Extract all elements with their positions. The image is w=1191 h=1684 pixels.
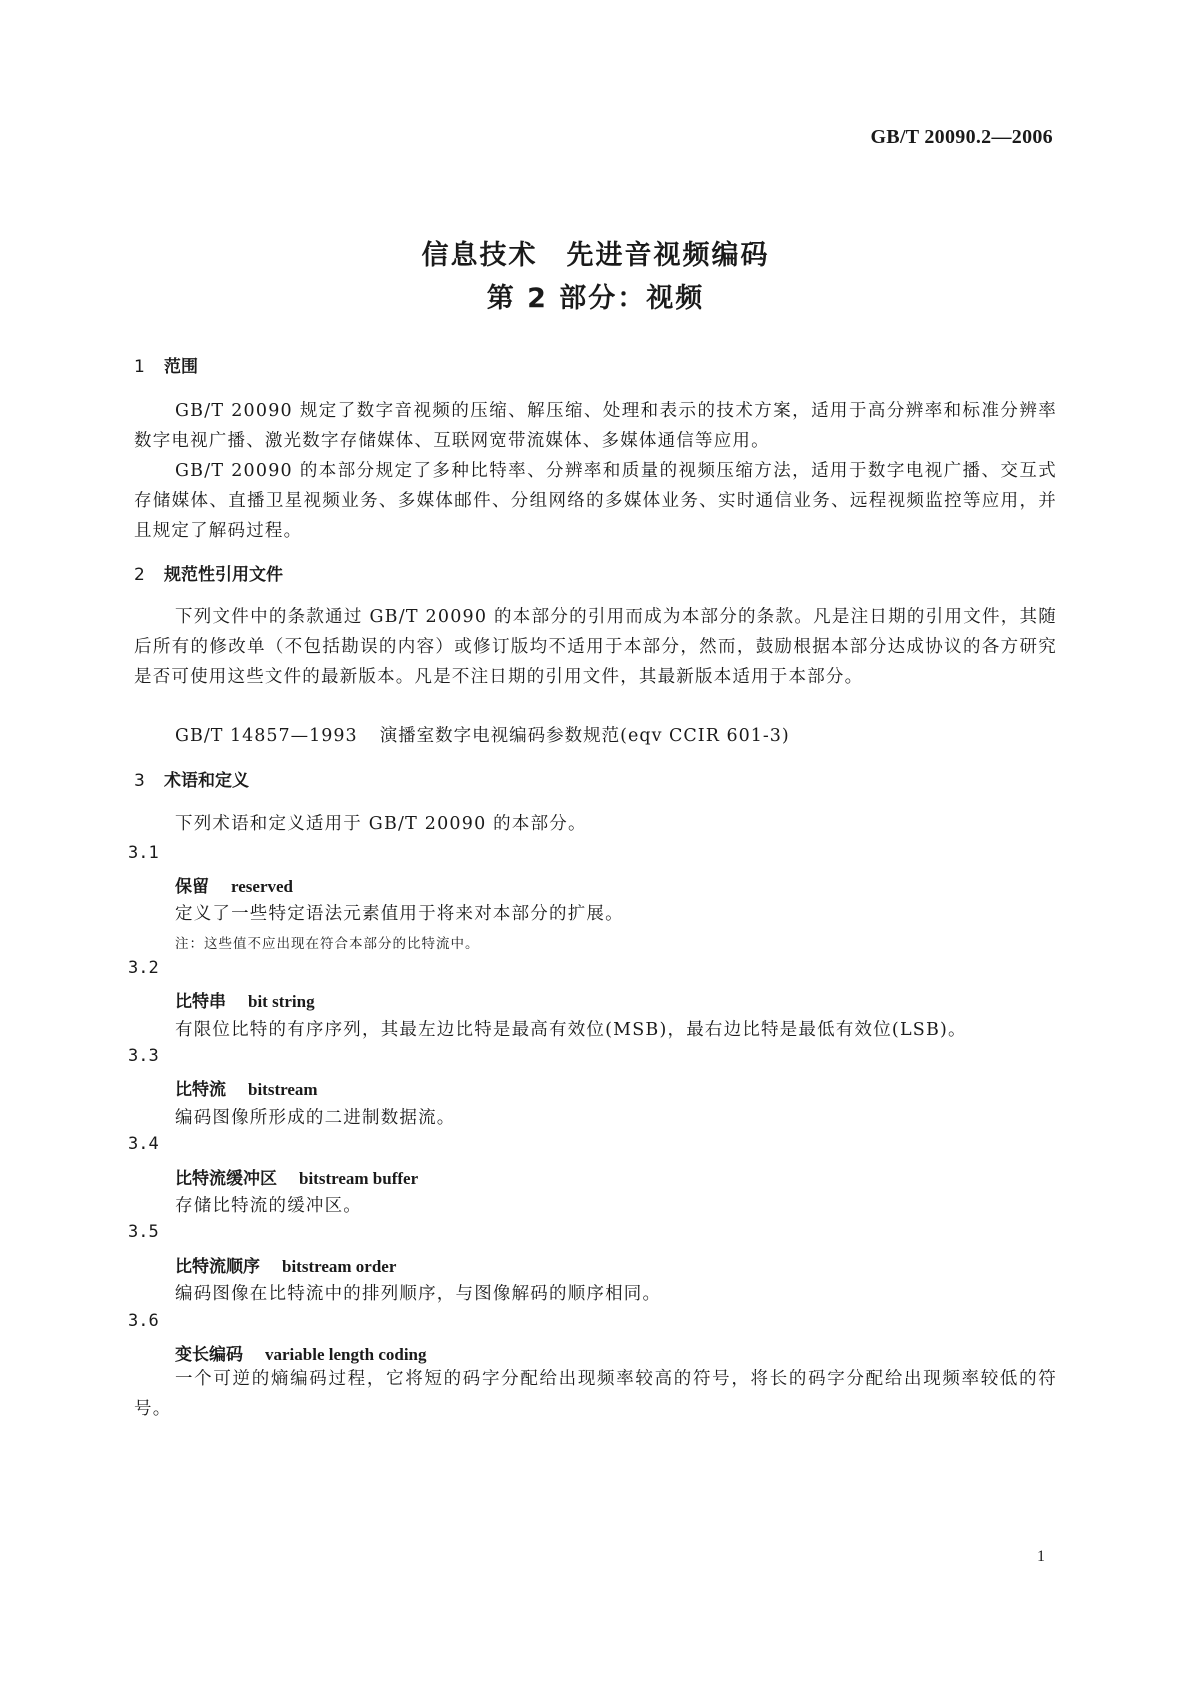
- term-heading: [175, 1075, 318, 1100]
- normative-reference: [175, 722, 790, 747]
- term-english: bit string: [248, 992, 315, 1011]
- section-2-heading: [134, 560, 283, 585]
- document-title-line2: 第 2 部分：视频: [486, 283, 705, 314]
- term-heading: [175, 872, 293, 897]
- term-heading: [175, 987, 315, 1012]
- section-3-heading: [134, 766, 249, 791]
- term-heading: [175, 1252, 396, 1277]
- term-definition: 定义了一些特定语法元素值用于将来对本部分的扩展。: [175, 904, 624, 924]
- section-number: 1: [134, 357, 145, 377]
- reference-title: 演播室数字电视编码参数规范(eqv CCIR 601-3): [379, 726, 790, 746]
- term-note: 注：这些值不应出现在符合本部分的比特流中。: [175, 936, 480, 952]
- section-1-paragraph-2: GB/T 20090 的本部分规定了多种比特率、分辨率和质量的视频压缩方法，适用于数字电视广播、交互式存储媒体、直播卫星视频业务、多媒体邮件、分组网络的多媒体业务、实时通信业务、远程视频监控等应用，并且规定了解码过程。: [134, 461, 1057, 541]
- document-title-line1: 信息技术 先进音视频编码: [421, 240, 770, 271]
- page-number: 1: [1037, 1548, 1045, 1565]
- term-heading: [175, 1164, 418, 1189]
- term-number: 3.1: [128, 843, 159, 863]
- term-chinese: 比特流: [175, 1080, 226, 1100]
- term-definition: 编码图像所形成的二进制数据流。: [175, 1108, 456, 1128]
- term-definition: 存储比特流的缓冲区。: [175, 1196, 362, 1216]
- section-title: 范围: [164, 357, 198, 377]
- term-definition: 一个可逆的熵编码过程，它将短的码字分配给出现频率较高的符号，将长的码字分配给出现频率较低的符号。: [134, 1369, 1057, 1419]
- term-definition: 有限位比特的有序序列，其最左边比特是最高有效位(MSB)，最右边比特是最低有效位(LSB)。: [175, 1020, 967, 1040]
- term-number: 3.3: [128, 1046, 159, 1066]
- term-number: 3.6: [128, 1311, 159, 1331]
- section-number: 3: [134, 771, 145, 791]
- term-number: 3.5: [128, 1222, 159, 1242]
- term-chinese: 比特流缓冲区: [175, 1169, 277, 1189]
- term-english: bitstream order: [282, 1257, 397, 1276]
- term-english: bitstream buffer: [299, 1169, 419, 1188]
- section-number: 2: [134, 565, 145, 585]
- term-heading: [175, 1340, 427, 1365]
- section-2-paragraph: 下列文件中的条款通过 GB/T 20090 的本部分的引用而成为本部分的条款。凡是注日期的引用文件，其随后所有的修改单（不包括勘误的内容）或修订版均不适用于本部分，然而，鼓励根据本部分达成协议的各方研究是否可使用这些文件的最新版本。凡是不注日期的引用文件，其最新版本适用于本部分。: [134, 607, 1057, 687]
- term-definition: 编码图像在比特流中的排列顺序，与图像解码的顺序相同。: [175, 1284, 662, 1304]
- section-3-intro: 下列术语和定义适用于 GB/T 20090 的本部分。: [175, 814, 587, 834]
- term-chinese: 比特串: [175, 992, 226, 1012]
- term-english: variable length coding: [265, 1345, 427, 1364]
- term-chinese: 比特流顺序: [175, 1257, 260, 1277]
- term-english: bitstream: [248, 1080, 318, 1099]
- term-chinese: 变长编码: [175, 1345, 243, 1365]
- section-title: 规范性引用文件: [164, 565, 283, 585]
- section-1-heading: [134, 352, 198, 377]
- term-number: 3.4: [128, 1134, 159, 1154]
- section-1-paragraph-1: GB/T 20090 规定了数字音视频的压缩、解压缩、处理和表示的技术方案，适用于高分辨率和标准分辨率数字电视广播、激光数字存储媒体、互联网宽带流媒体、多媒体通信等应用。: [134, 401, 1057, 451]
- term-number: 3.2: [128, 958, 159, 978]
- standard-number: GB/T 20090.2—2006: [870, 126, 1053, 148]
- term-chinese: 保留: [175, 877, 209, 897]
- term-english: reserved: [231, 877, 293, 896]
- reference-code: GB/T 14857—1993: [175, 726, 358, 746]
- section-title: 术语和定义: [164, 771, 249, 791]
